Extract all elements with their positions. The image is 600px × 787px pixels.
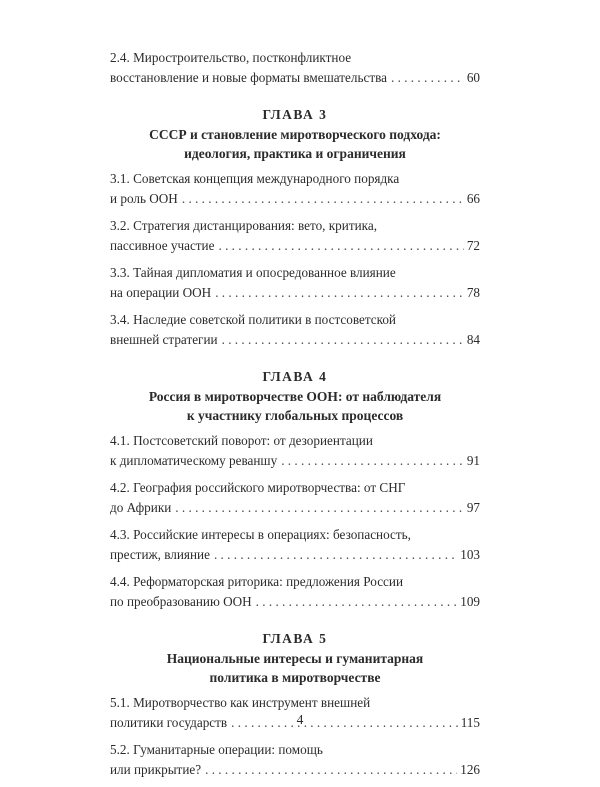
toc-entry-line2: политики государств xyxy=(110,714,228,730)
dot-leader xyxy=(182,189,464,209)
toc-page-number: 126 xyxy=(460,761,480,777)
dot-leader xyxy=(256,592,458,612)
toc-page-number: 97 xyxy=(466,499,480,515)
page-number-footer: 4 xyxy=(296,712,304,727)
chapter-title-line2: к участнику глобальных процессов xyxy=(186,408,404,423)
toc-entry-line2: по преобразованию ООН xyxy=(110,593,252,609)
toc-page-number: 115 xyxy=(460,714,480,730)
toc-entry-line1: 4.1. Постсоветский поворот: от дезориентации xyxy=(110,433,373,448)
toc-entry xyxy=(110,431,480,470)
chapter-heading xyxy=(110,367,480,425)
toc-entry-line2: к дипломатическому реваншу xyxy=(110,452,278,468)
chapter-label: ГЛАВА 4 xyxy=(262,369,328,384)
toc-page-number: 78 xyxy=(466,284,480,300)
chapter-label: ГЛАВА 3 xyxy=(262,107,328,122)
toc-page-number: 109 xyxy=(460,593,480,609)
dot-leader xyxy=(215,283,464,303)
toc-entry-line1: 5.2. Гуманитарные операции: помощь xyxy=(110,742,323,757)
toc-entry xyxy=(110,216,480,255)
toc-entry-line1: 3.1. Советская концепция международного порядка xyxy=(110,171,400,186)
toc-entry-line2: на операции ООН xyxy=(110,284,212,300)
toc-entry-line2: до Африки xyxy=(110,499,172,515)
toc-page-number: 66 xyxy=(466,190,480,206)
toc-entry-line1: 3.3. Тайная дипломатия и опосредованное влияние xyxy=(110,265,396,280)
toc-entry-line2: и роль ООН xyxy=(110,190,178,206)
toc-page-number: 60 xyxy=(466,69,480,85)
toc-page-number: 72 xyxy=(466,237,480,253)
dot-leader xyxy=(214,545,457,565)
chapter-label: ГЛАВА 5 xyxy=(262,631,328,646)
toc-entry-line1: 3.2. Стратегия дистанцирования: вето, критика, xyxy=(110,218,377,233)
toc-entry-line2: восстановление и новые форматы вмешательства xyxy=(110,69,388,85)
chapter-title-line2: политика в миротворчестве xyxy=(209,670,381,685)
chapter-heading xyxy=(110,629,480,687)
chapter-heading xyxy=(110,105,480,163)
chapter-title-line2: идеология, практика и ограничения xyxy=(184,146,406,161)
toc-entry-line1: 2.4. Миростроительство, постконфликтное xyxy=(110,50,352,65)
toc-page-number: 103 xyxy=(460,546,480,562)
dot-leader xyxy=(205,760,457,780)
toc-entry xyxy=(110,572,480,611)
dot-leader xyxy=(391,68,464,88)
toc-entry-line2: пассивное участие xyxy=(110,237,215,253)
dot-leader xyxy=(218,236,463,256)
toc-entry-line1: 5.1. Миротворчество как инструмент внешней xyxy=(110,695,371,710)
toc-entry-line2: внешней стратегии xyxy=(110,331,218,347)
toc-entry-line1: 4.3. Российские интересы в операциях: безопасность, xyxy=(110,527,411,542)
dot-leader xyxy=(281,451,464,471)
chapter-title-line1: Россия в миротворчестве ООН: от наблюдателя xyxy=(148,389,442,404)
dot-leader xyxy=(222,330,464,350)
toc-entry xyxy=(110,169,480,208)
toc-entry-line2: престиж, влияние xyxy=(110,546,210,562)
toc-entry-line1: 3.4. Наследие советской политики в постсоветской xyxy=(110,312,396,327)
toc-page-number: 91 xyxy=(466,452,480,468)
toc-entry xyxy=(110,525,480,564)
toc-entry-line1: 4.2. География российского миротворчества: от СНГ xyxy=(110,480,406,495)
toc-entry xyxy=(110,740,480,779)
toc-entry xyxy=(110,310,480,349)
chapter-title-line1: СССР и становление миротворческого подхода: xyxy=(149,127,441,142)
toc-entry xyxy=(110,263,480,302)
chapter-title-line1: Национальные интересы и гуманитарная xyxy=(166,651,424,666)
toc-entry-line1: 4.4. Реформаторская риторика: предложения России xyxy=(110,574,404,589)
toc-entry-line2: или прикрытие? xyxy=(110,761,202,777)
table-of-contents xyxy=(110,48,480,787)
dot-leader xyxy=(175,498,464,518)
toc-entry xyxy=(110,478,480,517)
toc-page-number: 84 xyxy=(466,331,480,347)
toc-entry xyxy=(110,48,480,87)
